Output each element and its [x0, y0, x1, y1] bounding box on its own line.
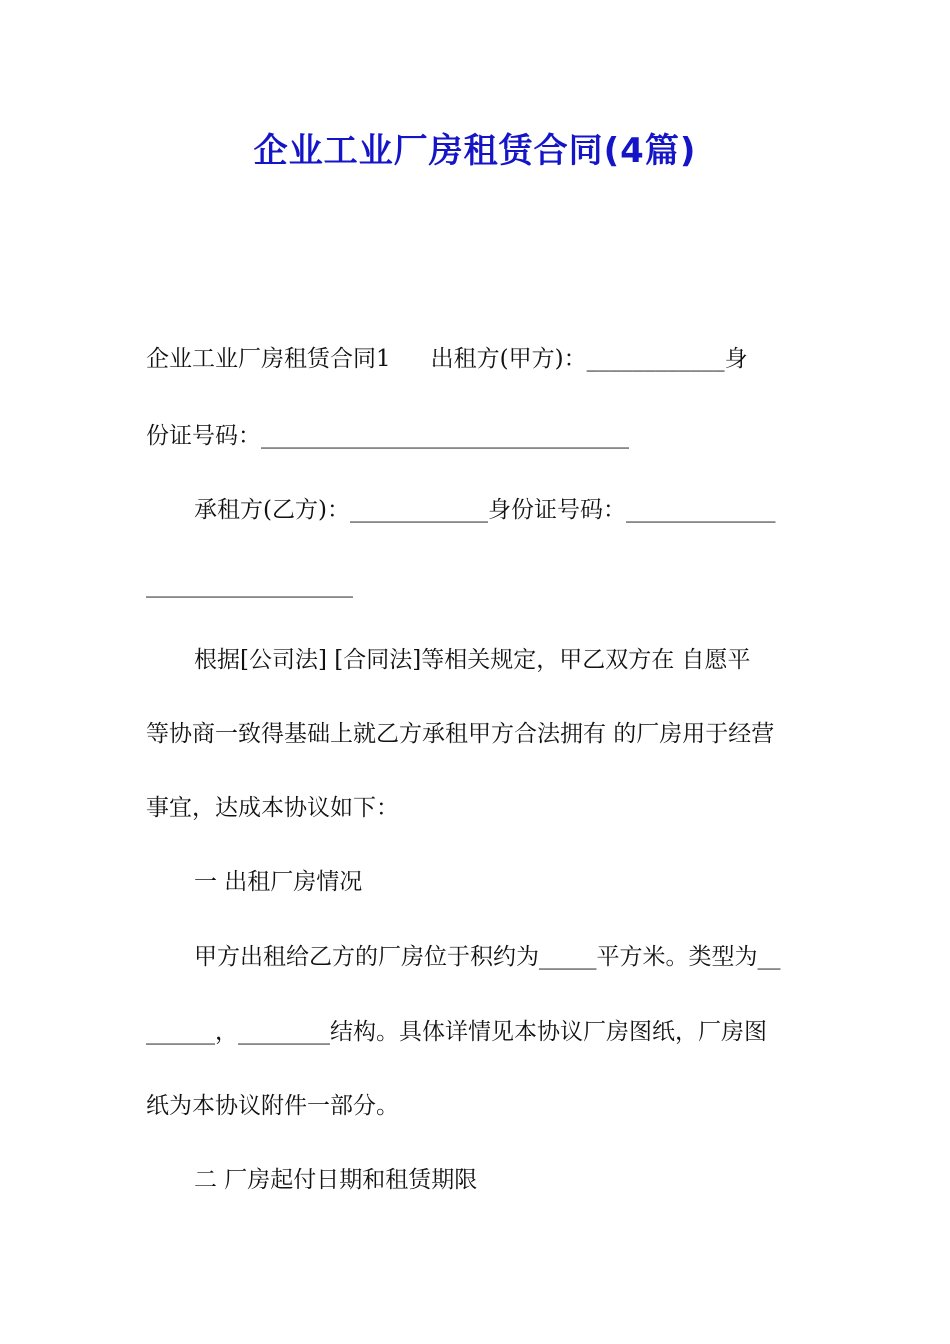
document-title: 企业工业厂房租赁合同(4篇)	[253, 131, 697, 171]
paragraph-line: 甲方出租给乙方的厂房位于积约为_____平方米。类型为__	[194, 944, 781, 970]
paragraph-line: 纸为本协议附件一部分。	[146, 1093, 399, 1119]
section-heading: 一 出租厂房情况	[194, 869, 363, 895]
paragraph-line: 等协商一致得基础上就乙方承租甲方合法拥有 的厂房用于经营	[146, 721, 775, 747]
contract-heading: 企业工业厂房租赁合同1	[146, 346, 391, 372]
paragraph-line: 根据[公司法] [合同法]等相关规定，甲乙双方在 自愿平	[194, 647, 751, 673]
lessee-line: 承租方(乙方)：____________身份证号码：_____________	[194, 497, 776, 523]
paragraph-line	[146, 344, 806, 374]
lessor-id-line: 份证号码：________________________________	[146, 423, 629, 449]
section-heading: 二 厂房起付日期和租赁期限	[194, 1167, 478, 1193]
paragraph-line: 事宜，达成本协议如下：	[146, 795, 399, 821]
lessee-id-continuation: __________________	[146, 572, 353, 598]
lessor-line: 出租方(甲方)：____________身	[430, 346, 748, 372]
paragraph-line: ______，________结构。具体详情见本协议厂房图纸，厂房图	[146, 1019, 767, 1045]
